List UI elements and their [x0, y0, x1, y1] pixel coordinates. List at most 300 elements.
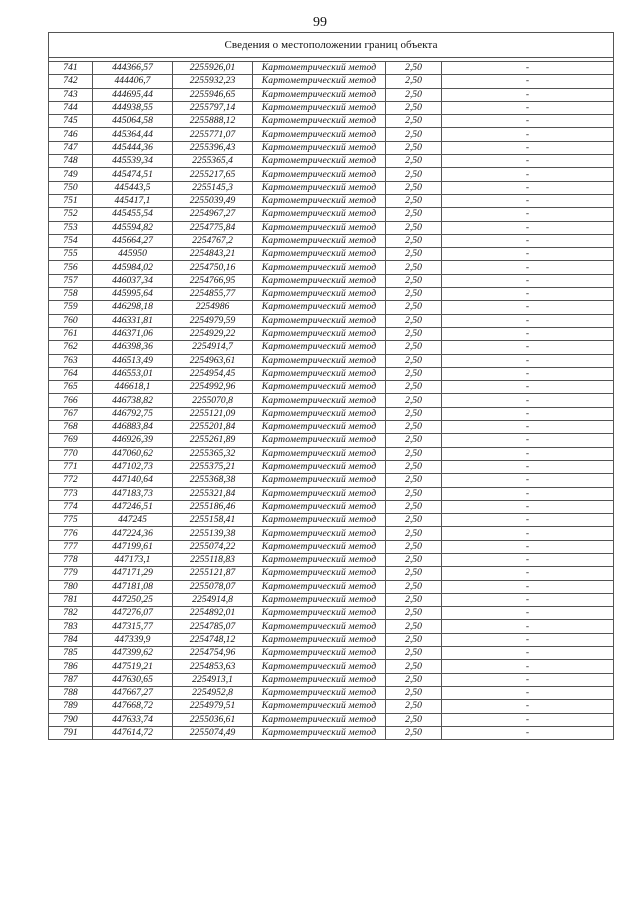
description-cell: - — [442, 248, 614, 261]
method-cell: Картометрический метод — [253, 181, 386, 194]
y-coordinate-cell: 2255888,12 — [173, 115, 253, 128]
point-number-cell: 760 — [49, 314, 93, 327]
point-number-cell: 767 — [49, 407, 93, 420]
method-cell: Картометрический метод — [253, 633, 386, 646]
table-row — [49, 181, 614, 194]
point-number-cell: 754 — [49, 234, 93, 247]
point-number-cell: 759 — [49, 301, 93, 314]
x-coordinate-cell: 447183,73 — [93, 487, 173, 500]
table-row — [49, 514, 614, 527]
accuracy-cell: 2,50 — [386, 394, 442, 407]
x-coordinate-cell: 444695,44 — [93, 88, 173, 101]
x-coordinate-cell: 447276,07 — [93, 607, 173, 620]
accuracy-cell: 2,50 — [386, 367, 442, 380]
description-cell: - — [442, 367, 614, 380]
point-number-cell: 744 — [49, 101, 93, 114]
x-coordinate-cell: 446883,84 — [93, 421, 173, 434]
method-cell: Картометрический метод — [253, 381, 386, 394]
x-coordinate-cell: 447246,51 — [93, 500, 173, 513]
y-coordinate-cell: 2254929,22 — [173, 327, 253, 340]
x-coordinate-cell: 445539,34 — [93, 155, 173, 168]
x-coordinate-cell: 445455,54 — [93, 208, 173, 221]
description-cell: - — [442, 394, 614, 407]
accuracy-cell: 2,50 — [386, 527, 442, 540]
table-row — [49, 447, 614, 460]
method-cell: Картометрический метод — [253, 221, 386, 234]
y-coordinate-cell: 2254775,84 — [173, 221, 253, 234]
point-number-cell: 752 — [49, 208, 93, 221]
point-number-cell: 768 — [49, 421, 93, 434]
description-cell: - — [442, 686, 614, 699]
y-coordinate-cell: 2254979,51 — [173, 700, 253, 713]
method-cell: Картометрический метод — [253, 261, 386, 274]
y-coordinate-cell: 2255074,49 — [173, 726, 253, 739]
description-cell: - — [442, 128, 614, 141]
x-coordinate-cell: 447339,9 — [93, 633, 173, 646]
accuracy-cell: 2,50 — [386, 553, 442, 566]
description-cell: - — [442, 88, 614, 101]
table-row — [49, 261, 614, 274]
method-cell: Картометрический метод — [253, 301, 386, 314]
x-coordinate-cell: 446553,01 — [93, 367, 173, 380]
y-coordinate-cell: 2255139,38 — [173, 527, 253, 540]
table-row — [49, 168, 614, 181]
y-coordinate-cell: 2255121,09 — [173, 407, 253, 420]
accuracy-cell: 2,50 — [386, 168, 442, 181]
method-cell: Картометрический метод — [253, 341, 386, 354]
description-cell: - — [442, 407, 614, 420]
y-coordinate-cell: 2255036,61 — [173, 713, 253, 726]
description-cell: - — [442, 593, 614, 606]
description-cell: - — [442, 208, 614, 221]
x-coordinate-cell: 446792,75 — [93, 407, 173, 420]
x-coordinate-cell: 447399,62 — [93, 647, 173, 660]
point-number-cell: 751 — [49, 194, 93, 207]
point-number-cell: 762 — [49, 341, 93, 354]
y-coordinate-cell: 2255074,22 — [173, 540, 253, 553]
y-coordinate-cell: 2254766,95 — [173, 274, 253, 287]
point-number-cell: 773 — [49, 487, 93, 500]
y-coordinate-cell: 2255078,07 — [173, 580, 253, 593]
description-cell: - — [442, 141, 614, 154]
method-cell: Картометрический метод — [253, 487, 386, 500]
description-cell: - — [442, 660, 614, 673]
table-row — [49, 407, 614, 420]
method-cell: Картометрический метод — [253, 354, 386, 367]
point-number-cell: 791 — [49, 726, 93, 739]
description-cell: - — [442, 314, 614, 327]
accuracy-cell: 2,50 — [386, 62, 442, 75]
y-coordinate-cell: 2254767,2 — [173, 234, 253, 247]
x-coordinate-cell: 447668,72 — [93, 700, 173, 713]
accuracy-cell: 2,50 — [386, 234, 442, 247]
point-number-cell: 765 — [49, 381, 93, 394]
accuracy-cell: 2,50 — [386, 500, 442, 513]
x-coordinate-cell: 447250,25 — [93, 593, 173, 606]
accuracy-cell: 2,50 — [386, 673, 442, 686]
y-coordinate-cell: 2255368,38 — [173, 474, 253, 487]
x-coordinate-cell: 445444,36 — [93, 141, 173, 154]
point-number-cell: 775 — [49, 514, 93, 527]
x-coordinate-cell: 445443,5 — [93, 181, 173, 194]
y-coordinate-cell: 2255396,43 — [173, 141, 253, 154]
description-cell: - — [442, 62, 614, 75]
y-coordinate-cell: 2255797,14 — [173, 101, 253, 114]
accuracy-cell: 2,50 — [386, 700, 442, 713]
accuracy-cell: 2,50 — [386, 686, 442, 699]
method-cell: Картометрический метод — [253, 726, 386, 739]
method-cell: Картометрический метод — [253, 75, 386, 88]
y-coordinate-cell: 2254754,96 — [173, 647, 253, 660]
point-number-cell: 785 — [49, 647, 93, 660]
y-coordinate-cell: 2254963,61 — [173, 354, 253, 367]
accuracy-cell: 2,50 — [386, 487, 442, 500]
method-cell: Картометрический метод — [253, 288, 386, 301]
point-number-cell: 782 — [49, 607, 93, 620]
table-row — [49, 567, 614, 580]
point-number-cell: 750 — [49, 181, 93, 194]
accuracy-cell: 2,50 — [386, 540, 442, 553]
point-number-cell: 777 — [49, 540, 93, 553]
accuracy-cell: 2,50 — [386, 620, 442, 633]
x-coordinate-cell: 445950 — [93, 248, 173, 261]
table-row — [49, 288, 614, 301]
y-coordinate-cell: 2255321,84 — [173, 487, 253, 500]
method-cell: Картометрический метод — [253, 101, 386, 114]
point-number-cell: 763 — [49, 354, 93, 367]
table-row — [49, 434, 614, 447]
accuracy-cell: 2,50 — [386, 381, 442, 394]
accuracy-cell: 2,50 — [386, 341, 442, 354]
point-number-cell: 764 — [49, 367, 93, 380]
method-cell: Картометрический метод — [253, 527, 386, 540]
x-coordinate-cell: 447630,65 — [93, 673, 173, 686]
y-coordinate-cell: 2254750,16 — [173, 261, 253, 274]
page-number: 99 — [313, 15, 327, 30]
method-cell: Картометрический метод — [253, 314, 386, 327]
method-cell: Картометрический метод — [253, 567, 386, 580]
method-cell: Картометрический метод — [253, 686, 386, 699]
x-coordinate-cell: 445474,51 — [93, 168, 173, 181]
point-number-cell: 766 — [49, 394, 93, 407]
table-row — [49, 527, 614, 540]
accuracy-cell: 2,50 — [386, 647, 442, 660]
accuracy-cell: 2,50 — [386, 221, 442, 234]
point-number-cell: 741 — [49, 62, 93, 75]
accuracy-cell: 2,50 — [386, 248, 442, 261]
accuracy-cell: 2,50 — [386, 660, 442, 673]
table-row — [49, 660, 614, 673]
y-coordinate-cell: 2254986 — [173, 301, 253, 314]
x-coordinate-cell: 447633,74 — [93, 713, 173, 726]
table-row — [49, 394, 614, 407]
method-cell: Картометрический метод — [253, 394, 386, 407]
description-cell: - — [442, 421, 614, 434]
description-cell: - — [442, 181, 614, 194]
method-cell: Картометрический метод — [253, 208, 386, 221]
y-coordinate-cell: 2255070,8 — [173, 394, 253, 407]
accuracy-cell: 2,50 — [386, 301, 442, 314]
method-cell: Картометрический метод — [253, 460, 386, 473]
y-coordinate-cell: 2255946,65 — [173, 88, 253, 101]
point-number-cell: 755 — [49, 248, 93, 261]
table-title-row — [49, 33, 614, 58]
y-coordinate-cell: 2254855,77 — [173, 288, 253, 301]
x-coordinate-cell: 447315,77 — [93, 620, 173, 633]
method-cell: Картометрический метод — [253, 434, 386, 447]
y-coordinate-cell: 2254914,7 — [173, 341, 253, 354]
table-row — [49, 62, 614, 75]
x-coordinate-cell: 446398,36 — [93, 341, 173, 354]
table-row — [49, 234, 614, 247]
table-row — [49, 647, 614, 660]
method-cell: Картометрический метод — [253, 367, 386, 380]
y-coordinate-cell: 2254748,12 — [173, 633, 253, 646]
method-cell: Картометрический метод — [253, 580, 386, 593]
y-coordinate-cell: 2254952,8 — [173, 686, 253, 699]
point-number-cell: 771 — [49, 460, 93, 473]
description-cell: - — [442, 301, 614, 314]
point-number-cell: 790 — [49, 713, 93, 726]
description-cell: - — [442, 101, 614, 114]
table-row — [49, 194, 614, 207]
method-cell: Картометрический метод — [253, 62, 386, 75]
accuracy-cell: 2,50 — [386, 474, 442, 487]
x-coordinate-cell: 446738,82 — [93, 394, 173, 407]
accuracy-cell: 2,50 — [386, 421, 442, 434]
y-coordinate-cell: 2254785,07 — [173, 620, 253, 633]
description-cell: - — [442, 434, 614, 447]
accuracy-cell: 2,50 — [386, 208, 442, 221]
accuracy-cell: 2,50 — [386, 633, 442, 646]
method-cell: Картометрический метод — [253, 553, 386, 566]
accuracy-cell: 2,50 — [386, 194, 442, 207]
description-cell: - — [442, 341, 614, 354]
accuracy-cell: 2,50 — [386, 75, 442, 88]
description-cell: - — [442, 673, 614, 686]
accuracy-cell: 2,50 — [386, 155, 442, 168]
accuracy-cell: 2,50 — [386, 141, 442, 154]
x-coordinate-cell: 445064,58 — [93, 115, 173, 128]
description-cell: - — [442, 713, 614, 726]
x-coordinate-cell: 446618,1 — [93, 381, 173, 394]
x-coordinate-cell: 447224,36 — [93, 527, 173, 540]
method-cell: Картометрический метод — [253, 447, 386, 460]
point-number-cell: 753 — [49, 221, 93, 234]
table-row — [49, 274, 614, 287]
x-coordinate-cell: 447199,61 — [93, 540, 173, 553]
method-cell: Картометрический метод — [253, 607, 386, 620]
x-coordinate-cell: 446331,81 — [93, 314, 173, 327]
description-cell: - — [442, 607, 614, 620]
point-number-cell: 747 — [49, 141, 93, 154]
accuracy-cell: 2,50 — [386, 580, 442, 593]
x-coordinate-cell: 447173,1 — [93, 553, 173, 566]
table-row — [49, 354, 614, 367]
x-coordinate-cell: 445364,44 — [93, 128, 173, 141]
point-number-cell: 788 — [49, 686, 93, 699]
accuracy-cell: 2,50 — [386, 327, 442, 340]
description-cell: - — [442, 354, 614, 367]
method-cell: Картометрический метод — [253, 421, 386, 434]
description-cell: - — [442, 527, 614, 540]
x-coordinate-cell: 447102,73 — [93, 460, 173, 473]
table-row — [49, 633, 614, 646]
description-cell: - — [442, 221, 614, 234]
accuracy-cell: 2,50 — [386, 726, 442, 739]
point-number-cell: 786 — [49, 660, 93, 673]
y-coordinate-cell: 2255365,4 — [173, 155, 253, 168]
x-coordinate-cell: 447140,64 — [93, 474, 173, 487]
x-coordinate-cell: 445995,64 — [93, 288, 173, 301]
y-coordinate-cell: 2255186,46 — [173, 500, 253, 513]
x-coordinate-cell: 444406,7 — [93, 75, 173, 88]
y-coordinate-cell: 2255365,32 — [173, 447, 253, 460]
description-cell: - — [442, 567, 614, 580]
table-body — [49, 62, 614, 740]
method-cell: Картометрический метод — [253, 713, 386, 726]
accuracy-cell: 2,50 — [386, 261, 442, 274]
table-row — [49, 128, 614, 141]
description-cell: - — [442, 327, 614, 340]
point-number-cell: 769 — [49, 434, 93, 447]
point-number-cell: 770 — [49, 447, 93, 460]
description-cell: - — [442, 288, 614, 301]
description-cell: - — [442, 580, 614, 593]
method-cell: Картометрический метод — [253, 474, 386, 487]
y-coordinate-cell: 2254967,27 — [173, 208, 253, 221]
x-coordinate-cell: 445594,82 — [93, 221, 173, 234]
description-cell: - — [442, 700, 614, 713]
table-row — [49, 713, 614, 726]
x-coordinate-cell: 444366,57 — [93, 62, 173, 75]
accuracy-cell: 2,50 — [386, 460, 442, 473]
description-cell: - — [442, 261, 614, 274]
accuracy-cell: 2,50 — [386, 407, 442, 420]
description-cell: - — [442, 487, 614, 500]
method-cell: Картометрический метод — [253, 407, 386, 420]
table-row — [49, 101, 614, 114]
y-coordinate-cell: 2254843,21 — [173, 248, 253, 261]
description-cell: - — [442, 75, 614, 88]
accuracy-cell: 2,50 — [386, 288, 442, 301]
accuracy-cell: 2,50 — [386, 514, 442, 527]
accuracy-cell: 2,50 — [386, 713, 442, 726]
description-cell: - — [442, 633, 614, 646]
y-coordinate-cell: 2255121,87 — [173, 567, 253, 580]
description-cell: - — [442, 500, 614, 513]
accuracy-cell: 2,50 — [386, 593, 442, 606]
table-row — [49, 487, 614, 500]
table-row — [49, 155, 614, 168]
table-row — [49, 620, 614, 633]
x-coordinate-cell: 446513,49 — [93, 354, 173, 367]
y-coordinate-cell: 2254892,01 — [173, 607, 253, 620]
description-cell: - — [442, 234, 614, 247]
description-cell: - — [442, 474, 614, 487]
table-row — [49, 381, 614, 394]
point-number-cell: 781 — [49, 593, 93, 606]
x-coordinate-cell: 446298,18 — [93, 301, 173, 314]
accuracy-cell: 2,50 — [386, 181, 442, 194]
description-cell: - — [442, 553, 614, 566]
accuracy-cell: 2,50 — [386, 128, 442, 141]
y-coordinate-cell: 2255375,21 — [173, 460, 253, 473]
method-cell: Картометрический метод — [253, 115, 386, 128]
table-row — [49, 208, 614, 221]
y-coordinate-cell: 2255039,49 — [173, 194, 253, 207]
accuracy-cell: 2,50 — [386, 567, 442, 580]
description-cell: - — [442, 155, 614, 168]
table-row — [49, 221, 614, 234]
description-cell: - — [442, 447, 614, 460]
table-row — [49, 141, 614, 154]
description-cell: - — [442, 168, 614, 181]
point-number-cell: 787 — [49, 673, 93, 686]
y-coordinate-cell: 2255201,84 — [173, 421, 253, 434]
accuracy-cell: 2,50 — [386, 607, 442, 620]
table-row — [49, 474, 614, 487]
accuracy-cell: 2,50 — [386, 274, 442, 287]
accuracy-cell: 2,50 — [386, 115, 442, 128]
x-coordinate-cell: 444938,55 — [93, 101, 173, 114]
point-number-cell: 745 — [49, 115, 93, 128]
method-cell: Картометрический метод — [253, 141, 386, 154]
point-number-cell: 774 — [49, 500, 93, 513]
accuracy-cell: 2,50 — [386, 314, 442, 327]
table-row — [49, 500, 614, 513]
x-coordinate-cell: 447519,21 — [93, 660, 173, 673]
x-coordinate-cell: 446926,39 — [93, 434, 173, 447]
method-cell: Картометрический метод — [253, 500, 386, 513]
point-number-cell: 783 — [49, 620, 93, 633]
method-cell: Картометрический метод — [253, 673, 386, 686]
table-row — [49, 88, 614, 101]
method-cell: Картометрический метод — [253, 540, 386, 553]
point-number-cell: 757 — [49, 274, 93, 287]
description-cell: - — [442, 514, 614, 527]
table-row — [49, 341, 614, 354]
x-coordinate-cell: 447667,27 — [93, 686, 173, 699]
method-cell: Картометрический метод — [253, 128, 386, 141]
point-number-cell: 761 — [49, 327, 93, 340]
description-cell: - — [442, 381, 614, 394]
point-number-cell: 784 — [49, 633, 93, 646]
method-cell: Картометрический метод — [253, 248, 386, 261]
description-cell: - — [442, 460, 614, 473]
point-number-cell: 748 — [49, 155, 93, 168]
point-number-cell: 772 — [49, 474, 93, 487]
method-cell: Картометрический метод — [253, 168, 386, 181]
method-cell: Картометрический метод — [253, 620, 386, 633]
y-coordinate-cell: 2255771,07 — [173, 128, 253, 141]
method-cell: Картометрический метод — [253, 88, 386, 101]
y-coordinate-cell: 2254914,8 — [173, 593, 253, 606]
x-coordinate-cell: 447614,72 — [93, 726, 173, 739]
table-row — [49, 115, 614, 128]
x-coordinate-cell: 447060,62 — [93, 447, 173, 460]
table-row — [49, 248, 614, 261]
x-coordinate-cell: 445417,1 — [93, 194, 173, 207]
point-number-cell: 789 — [49, 700, 93, 713]
x-coordinate-cell: 446037,34 — [93, 274, 173, 287]
table-row — [49, 301, 614, 314]
table-row — [49, 580, 614, 593]
table-row — [49, 726, 614, 739]
y-coordinate-cell: 2254913,1 — [173, 673, 253, 686]
description-cell: - — [442, 194, 614, 207]
description-cell: - — [442, 620, 614, 633]
